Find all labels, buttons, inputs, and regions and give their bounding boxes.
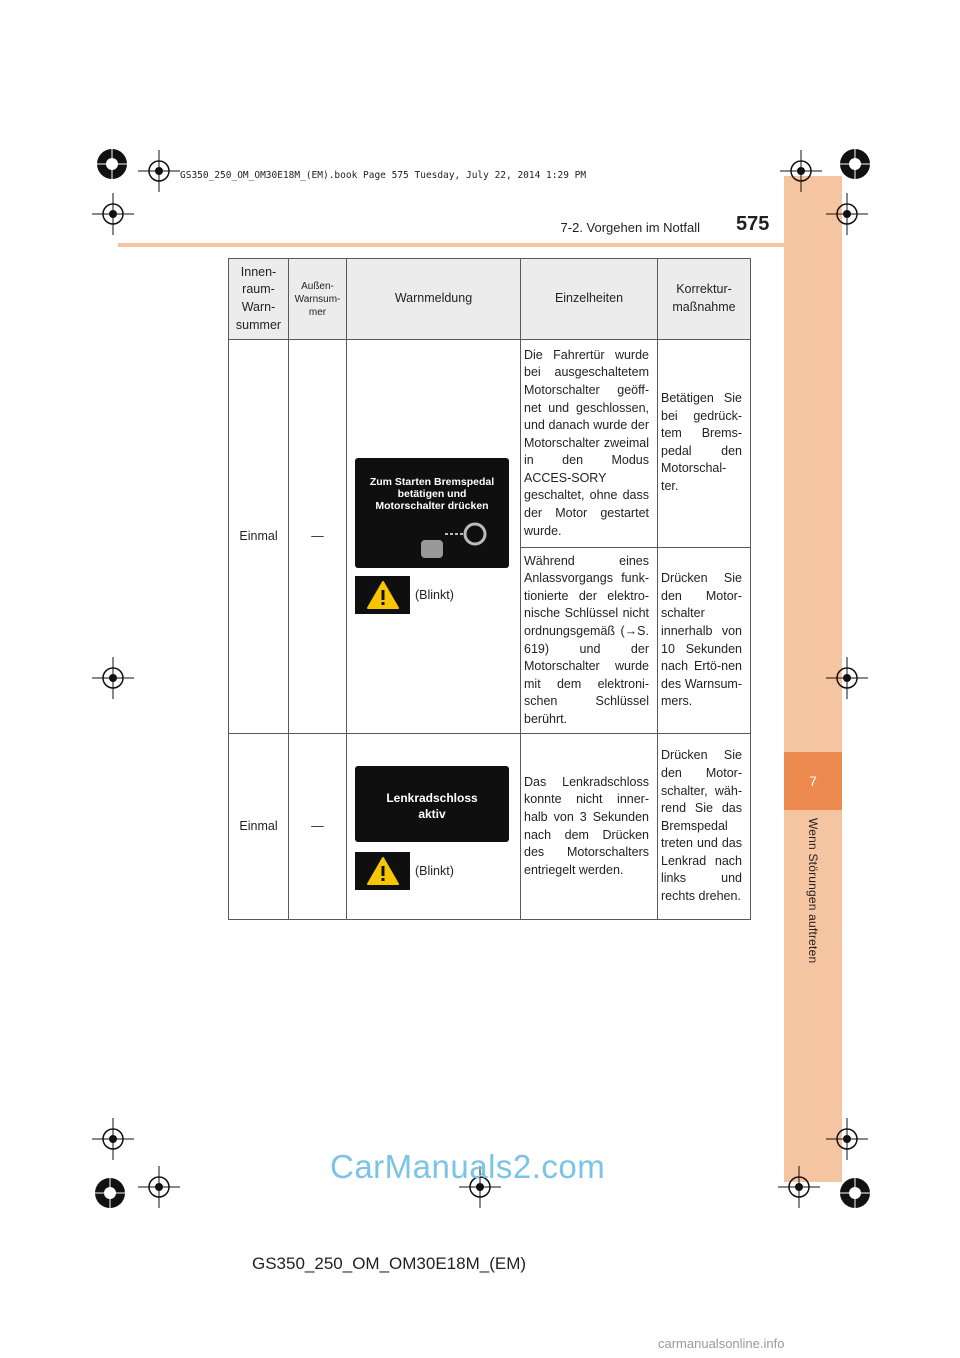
table-header-row [229,259,751,340]
details-cell: Das Lenkradschloss konnte nicht inner-halb von 3 Sekunden nach dem Drücken des Motorschalters entriegelt werden. [521,734,658,920]
display-screen [355,766,509,842]
blink-label: (Blinkt) [415,864,454,878]
exterior-buzzer-cell: — [289,340,347,734]
registration-mark-icon [834,1172,876,1214]
crosshair-icon [138,150,180,192]
brake-pedal-icon [415,520,495,560]
page-number: 575 [736,213,770,235]
details-cell: Die Fahrertür wurde bei ausgeschaltetem Motorschalter geöff-net und geschlossen, und danach wurde der Motorschalter zweimal in den Modus ACCES-SORY geschaltet, ohne dass der Motor gestartet wurde. [521,340,658,548]
warning-messages-table [228,258,751,920]
exterior-buzzer-cell: — [289,734,347,920]
footer-code: GS350_250_OM_OM30E18M_(EM) [252,1254,527,1273]
crosshair-icon [826,657,868,699]
table-row [229,340,751,548]
print-info: GS350_250_OM_OM30E18M_(EM).book Page 575 Tuesday, July 22, 2014 1:29 PM [180,170,587,181]
display-message: Lenkradschloss aktiv [386,791,478,821]
crosshair-icon [138,1166,180,1208]
interior-buzzer-cell: Einmal [229,734,289,920]
warning-triangle-icon [355,576,410,614]
warning-message-cell [347,340,521,734]
col-header-action: Korrektur- maßnahme [658,259,751,340]
action-cell: Drücken Sie den Motor-schalter, wäh-rend Sie das Bremspedal treten und das Lenkrad nach links und rechts drehen. [658,734,751,920]
interior-buzzer-cell: Einmal [229,340,289,734]
display-message: Zum Starten Bremspedal betätigen und Motorschalter drücken [369,476,495,512]
col-header-exterior-buzzer: Außen- Warnsum- mer [289,259,347,340]
crosshair-icon [826,1118,868,1160]
warning-triangle-icon [355,852,410,890]
header-rule [118,243,784,247]
crosshair-icon [778,1166,820,1208]
chapter-title: Wenn Störungen auftreten [806,818,820,964]
crosshair-icon [92,193,134,235]
registration-mark-icon [89,1172,131,1214]
watermark-2: carmanualsonline.info [658,1336,785,1351]
watermark: CarManuals2.com [330,1148,606,1185]
crosshair-icon [780,150,822,192]
registration-mark-icon [91,143,133,185]
blink-label: (Blinkt) [415,588,454,602]
table-row [229,734,751,920]
section-title: 7-2. Vorgehen im Notfall [560,220,700,235]
warning-message-cell [347,734,521,920]
col-header-interior-buzzer: Innen- raum- Warn- summer [229,259,289,340]
action-cell: Betätigen Sie bei gedrück-tem Brems-pedal den Motorschal-ter. [658,340,751,548]
crosshair-icon [92,657,134,699]
display-screen [355,458,509,568]
col-header-details: Einzelheiten [521,259,658,340]
chapter-number: 7 [784,752,842,810]
crosshair-icon [826,193,868,235]
col-header-warning-message: Warnmeldung [347,259,521,340]
crosshair-icon [92,1118,134,1160]
details-cell: Während eines Anlassvorgangs funk-tionierte der elektro-nische Schlüssel nicht ordnungsgemäß (→S. 619) und der Motorschalter wurde mit dem elektroni-schen Schlüssel berührt. [521,548,658,734]
registration-mark-icon [834,143,876,185]
action-cell: Drücken Sie den Motor-schalter innerhalb von 10 Sekunden nach Ertö-nen des Warnsum-mers. [658,548,751,734]
